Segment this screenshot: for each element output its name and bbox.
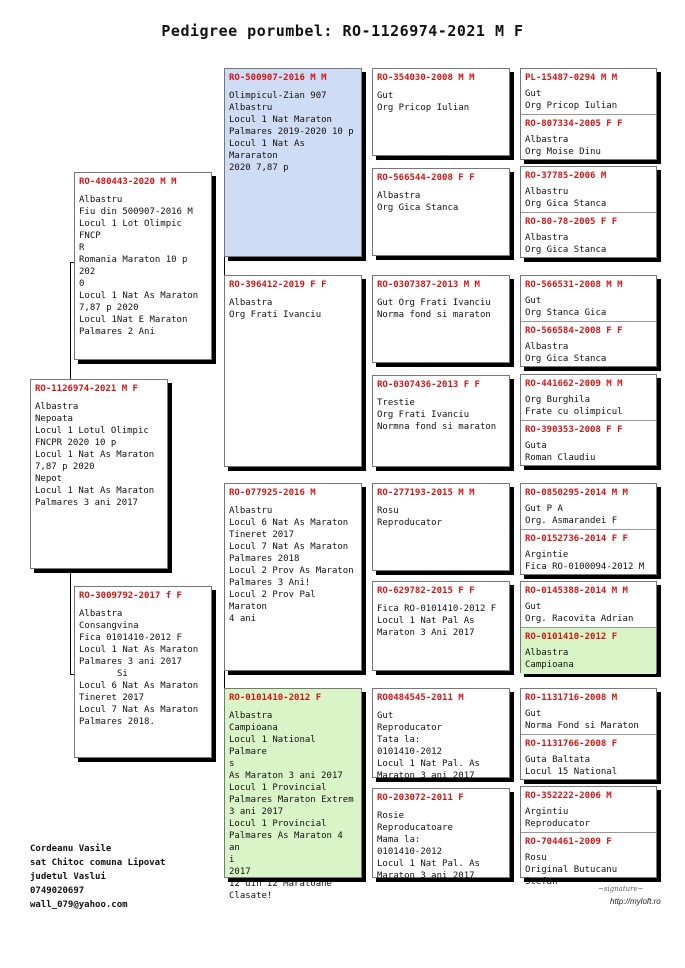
ring-number: RO-0101410-2012 F	[229, 693, 322, 703]
pigeon-details: Argintie Fica RO-0100094-2012 M	[525, 550, 645, 572]
pigeon-details: Albastra Campioana	[525, 648, 574, 670]
pigeon-details: Albastra Org Gica Stanca	[377, 191, 459, 213]
ring-number: RO-0101410-2012 F	[525, 632, 618, 642]
ring-number: RO-629782-2015 F F	[377, 586, 475, 596]
pigeon-details: Trestie Org Frati Ivanciu Normna fond si maraton	[377, 398, 497, 432]
pigeon-details: Gut Org Stanca Gica	[525, 296, 607, 318]
ring-number: RO-077925-2016 M	[229, 488, 316, 498]
owner-county: judetul Vaslui	[30, 872, 106, 882]
ring-number: RO-354030-2008 M M	[377, 73, 475, 83]
pigeon-details: Argintiu Reproducator	[525, 807, 591, 829]
ring-number: RO-1126974-2021 M F	[35, 384, 138, 394]
pigeon-details: Albastra Nepoata Locul 1 Lotul Olimpic FNCPR 2020 10 p Locul 1 Nat As Maraton 7,87 p 2020 Nepot Locul 1 Nat As Maraton Palmares 3 ani 2017	[35, 402, 155, 508]
ring-number: RO-1131766-2008 F	[525, 739, 618, 749]
pedigree-card-gen5-pair-1	[520, 68, 657, 160]
pedigree-card-gen4-2	[372, 168, 510, 256]
ring-number: RO-352222-2006 M	[525, 791, 612, 801]
pedigree-card-gen4-5	[372, 483, 510, 571]
site-url[interactable]: http://myloft.ro	[610, 897, 661, 906]
pigeon-details: Albastru Locul 6 Nat As Maraton Tineret 2017 Locul 7 Nat As Maraton Palmares 2018 Locul 2 Prov As Maraton Palmares 3 Ani! Locul 2 Prov Pal Maraton 4 ani	[229, 506, 354, 624]
pedigree-card-gen5-pair-5	[520, 483, 657, 575]
pigeon-details: Albastru Org Gica Stanca	[525, 187, 607, 209]
pigeon-details: Albastra Org Frati Ivanciu	[229, 298, 322, 320]
ring-number: RO-566584-2008 F F	[525, 326, 623, 336]
pedigree-card-sire	[74, 172, 212, 360]
pedigree-card-gen5-pair-8	[520, 786, 657, 887]
ring-number: RO-0152736-2014 F F	[525, 534, 628, 544]
pigeon-details: Gut Reproducator Tata la: 0101410-2012 Locul 1 Nat Pal. As Maraton 3 ani 2017	[377, 711, 480, 781]
pigeon-details: Albastra Org Gica Stanca	[525, 342, 607, 364]
owner-contact	[30, 842, 165, 912]
pedigree-card-gen3-1	[224, 68, 362, 257]
pedigree-card-gen5-pair-6	[520, 581, 657, 673]
ring-number: RO-37785-2006 M	[525, 171, 607, 181]
pigeon-details: Org Burghila Frate cu olimpicul	[525, 395, 623, 417]
owner-address: sat Chitoc comuna Lipovat	[30, 858, 166, 868]
pedigree-card-gen5-pair-2	[520, 166, 657, 258]
page-title: Pedigree porumbel: RO-1126974-2021 M F	[161, 22, 524, 40]
signature-mark: ~signature~	[598, 885, 644, 893]
pigeon-details: Rosu Reproducator	[377, 506, 443, 528]
ring-number: RO-441662-2009 M M	[525, 379, 623, 389]
pedigree-card-gen4-8	[372, 788, 510, 881]
ring-number: RO-0307387-2013 M M	[377, 280, 480, 290]
ring-number: RO-203072-2011 F	[377, 793, 464, 803]
ring-number: RO-3009792-2017 f F	[79, 591, 182, 601]
ring-number: RO-0145388-2014 M M	[525, 586, 628, 596]
pedigree-card-gen5-pair-3	[520, 275, 657, 367]
ring-number: RO-704461-2009 F	[525, 837, 612, 847]
ring-number: RO-1131716-2008 M	[525, 693, 618, 703]
pigeon-details: Gut Org Pricop Iulian	[377, 91, 470, 113]
pigeon-details: Rosu Original Butucanu Stefan	[525, 853, 618, 887]
ring-number: RO-277193-2015 M M	[377, 488, 475, 498]
pigeon-details: Gut Org. Racovita Adrian	[525, 602, 634, 624]
pedigree-card-subject	[30, 379, 168, 569]
pedigree-card-gen4-6	[372, 581, 510, 671]
pedigree-card-gen3-3	[224, 483, 362, 671]
pedigree-card-gen3-4	[224, 688, 362, 901]
pigeon-details: Rosie Reproducatoare Mama la: 0101410-2012 Locul 1 Nat Pal. As Maraton 3 ani 2017	[377, 811, 480, 881]
pedigree-card-gen5-pair-4	[520, 374, 657, 466]
pigeon-details: Gut P A Org. Asmarandei F	[525, 504, 618, 526]
pigeon-details: Fica RO-0101410-2012 F Locul 1 Nat Pal As Maraton 3 Ani 2017	[377, 604, 497, 638]
ring-number: RO-566544-2008 F F	[377, 173, 475, 183]
pedigree-card-gen5-pair-7	[520, 688, 657, 780]
ring-number: RO-0307436-2013 F F	[377, 380, 480, 390]
pigeon-details: Gut Org Pricop Iulian	[525, 89, 618, 111]
ring-number: RO-500907-2016 M M	[229, 73, 327, 83]
pigeon-details: Guta Roman Claudiu	[525, 441, 596, 463]
pedigree-card-gen3-2	[224, 275, 362, 467]
pigeon-details: Olimpicul-Zian 907 Albastru Locul 1 Nat Maraton Palmares 2019-2020 10 p Locul 1 Nat As Mararaton 2020 7,87 p	[229, 91, 354, 173]
pigeon-details: Gut Org Frati Ivanciu Norma fond si maraton	[377, 298, 491, 320]
pigeon-details: Albastra Consangvina Fica 0101410-2012 F Locul 1 Nat As Maraton Palmares 3 ani 2017 Si Locul 6 Nat As Maraton Tineret 2017 Locul 7 Nat As Maraton Palmares 2018.	[79, 609, 199, 727]
pedigree-card-gen4-4	[372, 375, 510, 467]
pedigree-card-dam	[74, 586, 212, 758]
pigeon-details: Albastra Campioana Locul 1 National Palmare s As Maraton 3 ani 2017 Locul 1 Provincial Palmares Maraton Extrem 3 ani 2017 Locul 1 Provincial Palmares As Maraton 4 an i 2017 12 din 12 Maratoane Clasate!	[229, 711, 354, 901]
pigeon-details: Gut Norma Fond si Maraton	[525, 709, 639, 731]
owner-name: Cordeanu Vasile	[30, 844, 112, 854]
owner-phone: 0749020697	[30, 886, 85, 896]
ring-number: RO-390353-2008 F F	[525, 425, 623, 435]
ring-number: PL-15487-0294 M M	[525, 73, 618, 83]
pigeon-details: Guta Baltata Locul 15 National	[525, 755, 618, 777]
ring-number: RO-807334-2005 F F	[525, 119, 623, 129]
ring-number: RO-396412-2019 F F	[229, 280, 327, 290]
pedigree-card-gen4-3	[372, 275, 510, 363]
pedigree-card-gen4-7	[372, 688, 510, 781]
pigeon-details: Albastra Org Moise Dinu	[525, 135, 601, 157]
owner-email[interactable]: wall_079@yahoo.com	[30, 900, 128, 910]
pedigree-card-gen4-1	[372, 68, 510, 156]
pigeon-details: Albastra Org Gica Stanca	[525, 233, 607, 255]
ring-number: RO-566531-2008 M M	[525, 280, 623, 290]
pigeon-details: Albastru Fiu din 500907-2016 M Locul 1 Lot Olimpic FNCP R Romania Maraton 10 p 202 0 Locul 1 Nat As Maraton 7,87 p 2020 Locul 1Nat E Maraton Palmares 2 Ani	[79, 195, 199, 337]
ring-number: RO-0850295-2014 M M	[525, 488, 628, 498]
ring-number: RO-480443-2020 M M	[79, 177, 177, 187]
ring-number: RO-80-78-2005 F F	[525, 217, 618, 227]
ring-number: RO0484545-2011 M	[377, 693, 464, 703]
